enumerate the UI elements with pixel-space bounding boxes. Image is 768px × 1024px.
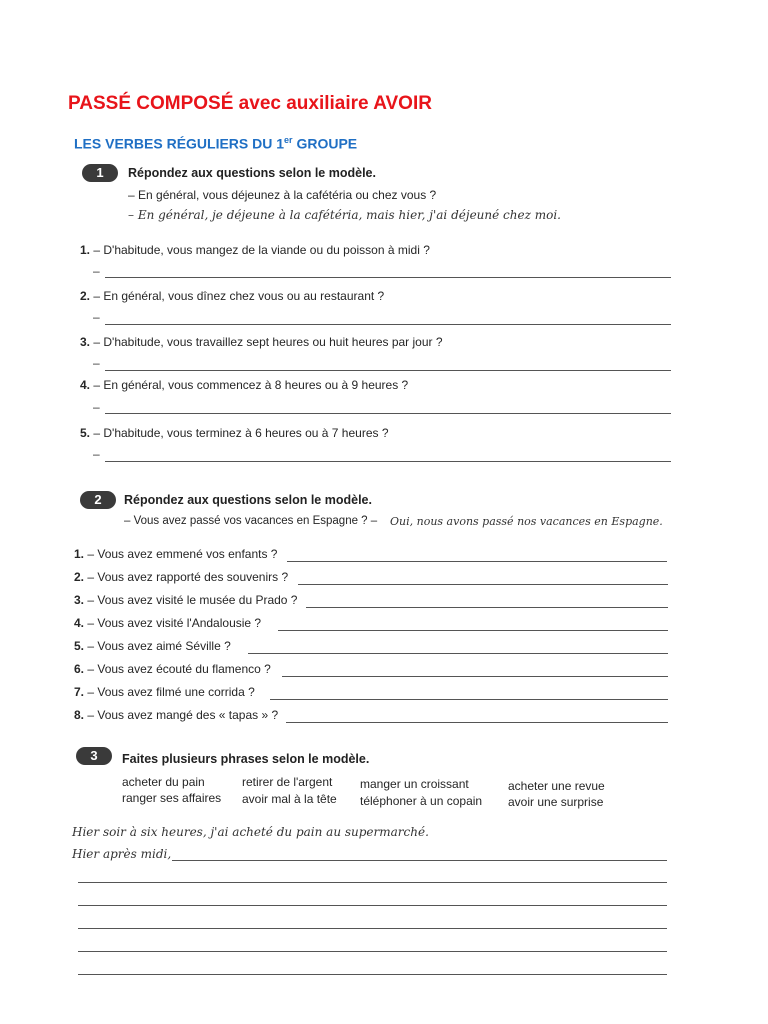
subtitle-main: LES VERBES RÉGULIERS DU 1 (74, 135, 285, 152)
ex1-question-1 (80, 243, 430, 257)
ex3-model-sentence: Hier soir à six heures, j'ai acheté du pain au supermarché. (72, 825, 429, 839)
exercise-2-badge: 2 (80, 491, 116, 509)
ex1-question-4 (80, 378, 408, 392)
ex3-start-phrase: Hier après midi, (72, 847, 172, 861)
ex3-answer-line-5[interactable] (78, 951, 667, 952)
ex2-q4-number: 4. (74, 616, 85, 630)
ex2-q4-text: – Vous avez visité l'Andalousie ? (87, 616, 262, 630)
ex3-answer-line-3[interactable] (78, 905, 667, 906)
ex2-q3-text: – Vous avez visité le musée du Prado ? (87, 593, 298, 607)
ex2-question-2 (74, 570, 288, 584)
ex1-answer-line-5[interactable] (105, 461, 671, 462)
ex1-q5-number: 5. (80, 426, 91, 440)
exercise-2-model-question: – Vous avez passé vos vacances en Espagne ? – (124, 515, 378, 527)
ex1-question-3 (80, 335, 443, 349)
ex3-answer-line-2[interactable] (78, 882, 667, 883)
exercise-1-model-answer: – En général, je déjeune à la cafétéria, mais hier, j'ai déjeuné chez moi. (128, 208, 561, 222)
ex2-question-5 (74, 639, 231, 653)
ex1-a1-dash: – (93, 264, 100, 278)
ex2-answer-line-7[interactable] (270, 699, 668, 700)
exercise-3-instruction: Faites plusieurs phrases selon le modèle. (122, 752, 370, 766)
ex3-word-3: manger un croissant (360, 777, 469, 791)
ex1-q2-number: 2. (80, 289, 91, 303)
ex2-question-7 (74, 685, 255, 699)
ex2-q8-number: 8. (74, 708, 85, 722)
ex2-answer-line-6[interactable] (282, 676, 668, 677)
exercise-1-model-question: – En général, vous déjeunez à la cafétéria ou chez vous ? (128, 188, 437, 202)
ex1-answer-line-2[interactable] (105, 324, 671, 325)
ex3-word-6: avoir mal à la tête (242, 792, 337, 806)
ex1-answer-line-3[interactable] (105, 370, 671, 371)
ex1-q4-number: 4. (80, 378, 91, 392)
ex1-q1-number: 1. (80, 243, 91, 257)
ex2-question-3 (74, 593, 297, 607)
exercise-3-badge: 3 (76, 747, 112, 765)
ex2-q1-text: – Vous avez emmené vos enfants ? (87, 547, 278, 561)
exercise-2-instruction: Répondez aux questions selon le modèle. (124, 493, 372, 507)
subtitle-superscript: er (284, 135, 293, 145)
ex2-question-6 (74, 662, 271, 676)
ex2-answer-line-1[interactable] (287, 561, 667, 562)
ex2-q7-number: 7. (74, 685, 85, 699)
exercise-1-badge: 1 (82, 164, 118, 182)
section-subtitle (74, 135, 357, 152)
ex1-question-2 (80, 289, 384, 303)
ex2-q2-number: 2. (74, 570, 85, 584)
ex1-q1-text: – D'habitude, vous mangez de la viande ou du poisson à midi ? (93, 243, 430, 257)
subtitle-end: GROUPE (292, 135, 358, 152)
ex1-q3-number: 3. (80, 335, 91, 349)
ex2-question-4 (74, 616, 261, 630)
ex3-word-5: ranger ses affaires (122, 791, 222, 805)
ex2-answer-line-2[interactable] (298, 584, 668, 585)
ex3-word-7: téléphoner à un copain (360, 794, 483, 808)
ex2-answer-line-4[interactable] (278, 630, 668, 631)
page-title: PASSÉ COMPOSÉ avec auxiliaire AVOIR (68, 93, 432, 114)
ex2-q1-number: 1. (74, 547, 85, 561)
ex3-answer-line-6[interactable] (78, 974, 667, 975)
ex3-word-4: acheter une revue (508, 779, 605, 793)
ex2-q6-number: 6. (74, 662, 85, 676)
ex2-answer-line-3[interactable] (306, 607, 668, 608)
ex3-answer-line-4[interactable] (78, 928, 667, 929)
ex2-q8-text: – Vous avez mangé des « tapas » ? (87, 708, 279, 722)
exercise-1-instruction: Répondez aux questions selon le modèle. (128, 166, 376, 180)
ex2-question-8 (74, 708, 278, 722)
ex2-q6-text: – Vous avez écouté du flamenco ? (87, 662, 271, 676)
ex2-q2-text: – Vous avez rapporté des souvenirs ? (87, 570, 289, 584)
ex1-q2-text: – En général, vous dînez chez vous ou au restaurant ? (93, 289, 385, 303)
ex1-a2-dash: – (93, 310, 100, 324)
ex2-q5-text: – Vous avez aimé Séville ? (87, 639, 231, 653)
ex1-q5-text: – D'habitude, vous terminez à 6 heures ou à 7 heures ? (93, 426, 389, 440)
ex1-a4-dash: – (93, 400, 100, 414)
ex1-q4-text: – En général, vous commencez à 8 heures ou à 9 heures ? (93, 378, 409, 392)
ex3-answer-line-1[interactable] (172, 860, 667, 861)
ex1-question-5 (80, 426, 389, 440)
ex1-a3-dash: – (93, 356, 100, 370)
ex2-q3-number: 3. (74, 593, 85, 607)
ex2-q5-number: 5. (74, 639, 85, 653)
ex3-word-8: avoir une surprise (508, 795, 604, 809)
ex2-answer-line-8[interactable] (286, 722, 668, 723)
ex1-answer-line-1[interactable] (105, 277, 671, 278)
exercise-2-model-answer: Oui, nous avons passé nos vacances en Espagne. (390, 515, 663, 528)
ex3-word-2: retirer de l'argent (242, 775, 333, 789)
ex3-word-1: acheter du pain (122, 775, 205, 789)
ex2-answer-line-5[interactable] (248, 653, 668, 654)
ex1-q3-text: – D'habitude, vous travaillez sept heures ou huit heures par jour ? (93, 335, 443, 349)
ex2-question-1 (74, 547, 277, 561)
ex1-answer-line-4[interactable] (105, 413, 671, 414)
ex1-a5-dash: – (93, 447, 100, 461)
ex2-q7-text: – Vous avez filmé une corrida ? (87, 685, 255, 699)
